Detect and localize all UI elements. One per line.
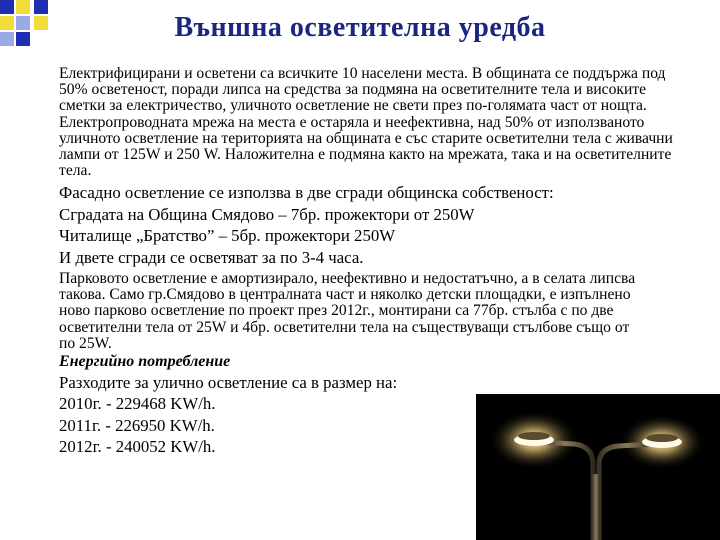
consumption-2012: 2012г. - 240052 KW/h.: [59, 437, 216, 457]
paragraph-electrification: Електрифицирани и осветени са всичките 10 населени места. В общината се поддържа под 50% осветеност, поради липса на средства за подмяна на осветителните тела и високите сметки за електричество, уличното осветление не свети през по-голямата част от нощта. Електропроводната мрежа на места е остаряла и неефективна, над 50% от използваното уличното осветление на територията на общината е със старите осветителни тела с живачни лампи от 125W и 250 W. Наложителна е подмяна както на мрежата, така и на осветителните тела.: [59, 65, 673, 180]
energy-consumption-heading: Енергийно потребление: [59, 353, 231, 371]
paragraph-community-center: Читалище „Братство” – 5бр. прожектори 250W: [59, 226, 396, 246]
paragraph-lighting-hours: И двете сгради се осветяват за по 3-4 часа.: [59, 247, 364, 267]
consumption-2010: 2010г. - 229468 KW/h.: [59, 394, 216, 414]
paragraph-municipality-building: Сградата на Община Смядово – 7бр. прожектори от 250W: [59, 204, 475, 224]
paragraph-expenses-intro: Разходите за улично осветление са в размер на:: [59, 373, 398, 393]
street-lamp-photo: [476, 394, 720, 540]
paragraph-park-lighting: Парковото осветление е амортизирало, неефективно и недостатъчно, а в селата липсва такова. Само гр.Смядово в централната част и няколко детски площадки, е изпълнено ново парково осветление по проект през 2012г., монтирани са 77бр. стълба с по две осветителни тела от 25W и 4бр. осветителни тела на съществуващи стълбове също от по 25W.: [59, 270, 636, 352]
street-lamp-icon: [476, 394, 720, 540]
consumption-2011: 2011г. - 226950 KW/h.: [59, 415, 215, 435]
paragraph-facade-intro: Фасадно осветление се използва в две сгради общинска собственост:: [59, 183, 554, 203]
slide-title: Външна осветителна уредба: [174, 12, 546, 43]
